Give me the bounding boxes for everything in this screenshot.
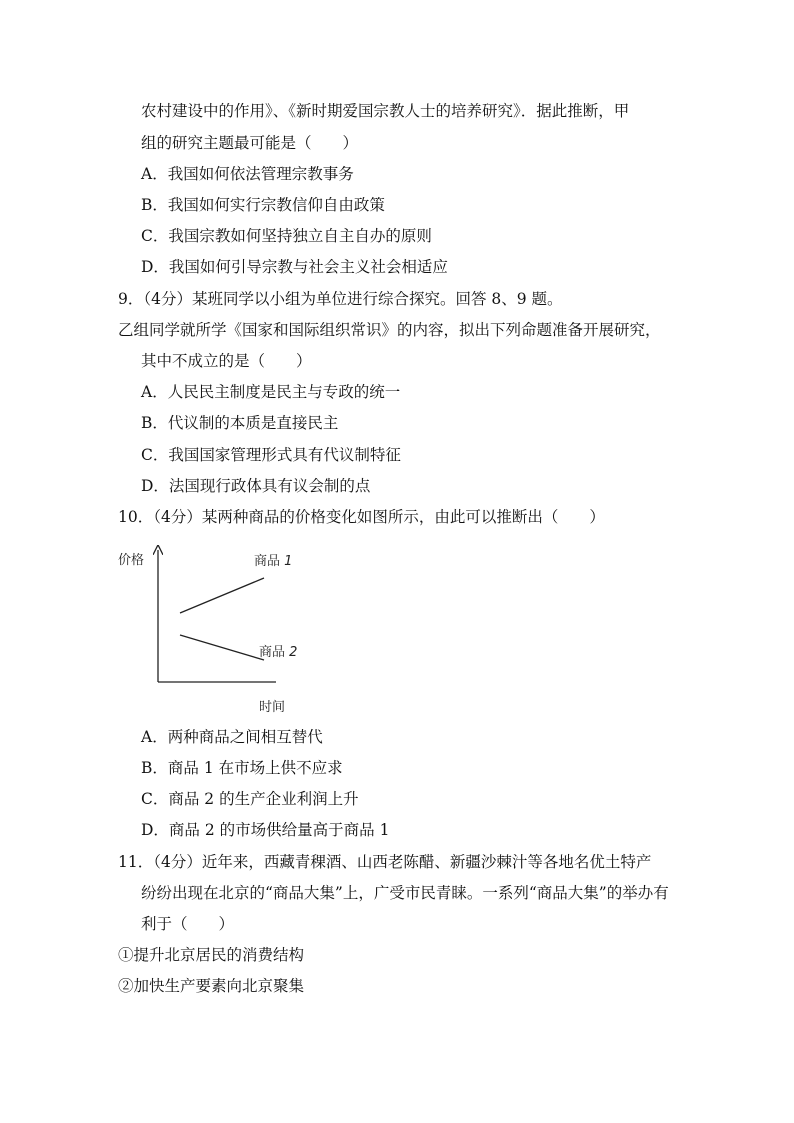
q8-text-line-2: 组的研究主题最可能是（ ） — [141, 134, 359, 152]
item1-label: 商品 1 — [254, 554, 293, 569]
q9-option-d: D．法国现行政体具有议会制的点 — [141, 477, 371, 495]
q10-option-b: B．商品 1 在市场上供不应求 — [141, 759, 343, 777]
y-axis-label: 价格 — [118, 553, 145, 568]
q11-stem-line-2: 纷纷出现在北京的“商品大集”上，广受市民青睐。一系列“商品大集”的举办有 — [141, 884, 669, 902]
q8-option-b: B．我国如何实行宗教信仰自由政策 — [141, 196, 385, 214]
q11-item-2: ②加快生产要素向北京聚集 — [118, 977, 305, 995]
q8-option-a: A．我国如何依法管理宗教事务 — [141, 165, 354, 183]
item2-label: 商品 2 — [259, 645, 298, 660]
q8-option-c: C．我国宗教如何坚持独立自主自办的原则 — [141, 227, 432, 245]
q10-stem-line-1: 10．（4分）某两种商品的价格变化如图所示，由此可以推断出（ ） — [118, 508, 605, 526]
q9-option-c: C．我国国家管理形式具有代议制特征 — [141, 446, 401, 464]
q9-option-b: B．代议制的本质是直接民主 — [141, 414, 339, 432]
q10-option-d: D．商品 2 的市场供给量高于商品 1 — [141, 821, 390, 839]
q9-stem-line-1: 9．（4分）某班同学以小组为单位进行综合探究。回答 8、9 题。 — [118, 290, 563, 308]
q9-stem-line-2: 乙组同学就所学《国家和国际组织常识》的内容，拟出下列命题准备开展研究， — [118, 321, 661, 339]
q10-option-c: C．商品 2 的生产企业利润上升 — [141, 790, 359, 808]
q11-item-1: ①提升北京居民的消费结构 — [118, 946, 305, 964]
q8-text-line-1: 农村建设中的作用》、《新时期爱国宗教人士的培养研究》．据此推断，甲 — [141, 102, 630, 120]
q11-stem-line-1: 11．（4分）近年来，西藏青稞酒、山西老陈醋、新疆沙棘汁等各地名优土特产 — [118, 853, 652, 871]
q8-option-d: D．我国如何引导宗教与社会主义社会相适应 — [141, 258, 448, 276]
item1-price-line — [180, 578, 264, 613]
q11-stem-line-3: 利于（ ） — [141, 915, 235, 933]
q9-option-a: A．人民民主制度是民主与专政的统一 — [141, 383, 401, 401]
x-axis-label: 时间 — [259, 700, 286, 715]
item2-price-line — [180, 635, 264, 660]
q10-option-a: A．两种商品之间相互替代 — [141, 728, 323, 746]
q9-stem-line-3: 其中不成立的是（ ） — [141, 352, 312, 370]
